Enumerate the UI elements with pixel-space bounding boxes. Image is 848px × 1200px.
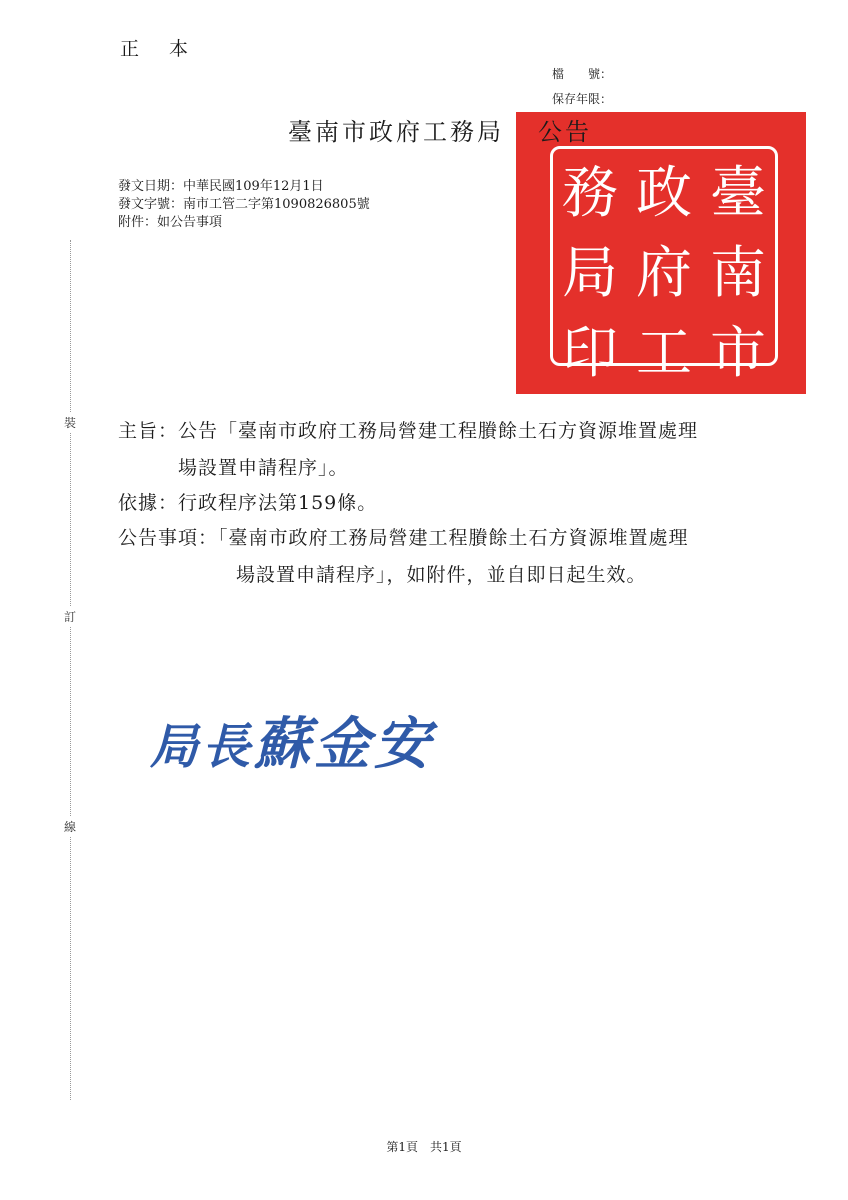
binding-char-ding: 訂 bbox=[64, 606, 76, 627]
binding-char-xian: 線 bbox=[64, 816, 76, 837]
seal-char: 政 bbox=[636, 161, 692, 226]
seal-char: 印 bbox=[562, 321, 618, 386]
seal-char: 市 bbox=[710, 321, 766, 386]
official-seal bbox=[516, 112, 806, 394]
subject-line-2: 場設置申請程序」。 bbox=[178, 457, 349, 479]
file-info bbox=[552, 62, 612, 112]
seal-char: 府 bbox=[636, 241, 692, 306]
attachment-note: 附件：如公告事項 bbox=[118, 215, 223, 230]
copy-type-label: 正 本 bbox=[120, 38, 201, 60]
basis-line: 依據：行政程序法第159條。 bbox=[118, 492, 378, 514]
director-signature bbox=[150, 700, 434, 780]
signature-name: 蘇金安 bbox=[254, 711, 435, 777]
seal-char: 工 bbox=[636, 321, 692, 386]
signature-title: 局長 bbox=[150, 719, 255, 775]
retention-period-label: 保存年限： bbox=[552, 92, 613, 106]
file-number-label: 檔 號： bbox=[552, 67, 613, 81]
document-header bbox=[288, 112, 592, 147]
subject-line-1: 主旨：公告「臺南市政府工務局營建工程賸餘土石方資源堆置處理 bbox=[118, 420, 699, 442]
seal-char: 臺 bbox=[710, 161, 766, 226]
issue-date: 發文日期：中華民國109年12月1日 bbox=[118, 179, 324, 194]
document-type: 公告 bbox=[538, 118, 592, 146]
document-meta bbox=[118, 178, 370, 232]
notice-line-2: 場設置申請程序」，如附件，並自即日起生效。 bbox=[236, 564, 647, 586]
notice-line-1: 公告事項：「臺南市政府工務局營建工程賸餘土石方資源堆置處理 bbox=[118, 527, 689, 549]
seal-char: 務 bbox=[562, 161, 618, 226]
binding-line bbox=[70, 240, 72, 1100]
binding-char-zhuang: 裝 bbox=[64, 412, 76, 433]
agency-name: 臺南市政府工務局 bbox=[288, 118, 504, 146]
seal-frame bbox=[550, 146, 778, 386]
document-number: 發文字號：南市工管二字第1090826805號 bbox=[118, 197, 370, 212]
seal-char: 局 bbox=[562, 241, 618, 306]
page-footer: 第1頁 共1頁 bbox=[386, 1140, 462, 1154]
seal-char: 南 bbox=[710, 241, 766, 306]
